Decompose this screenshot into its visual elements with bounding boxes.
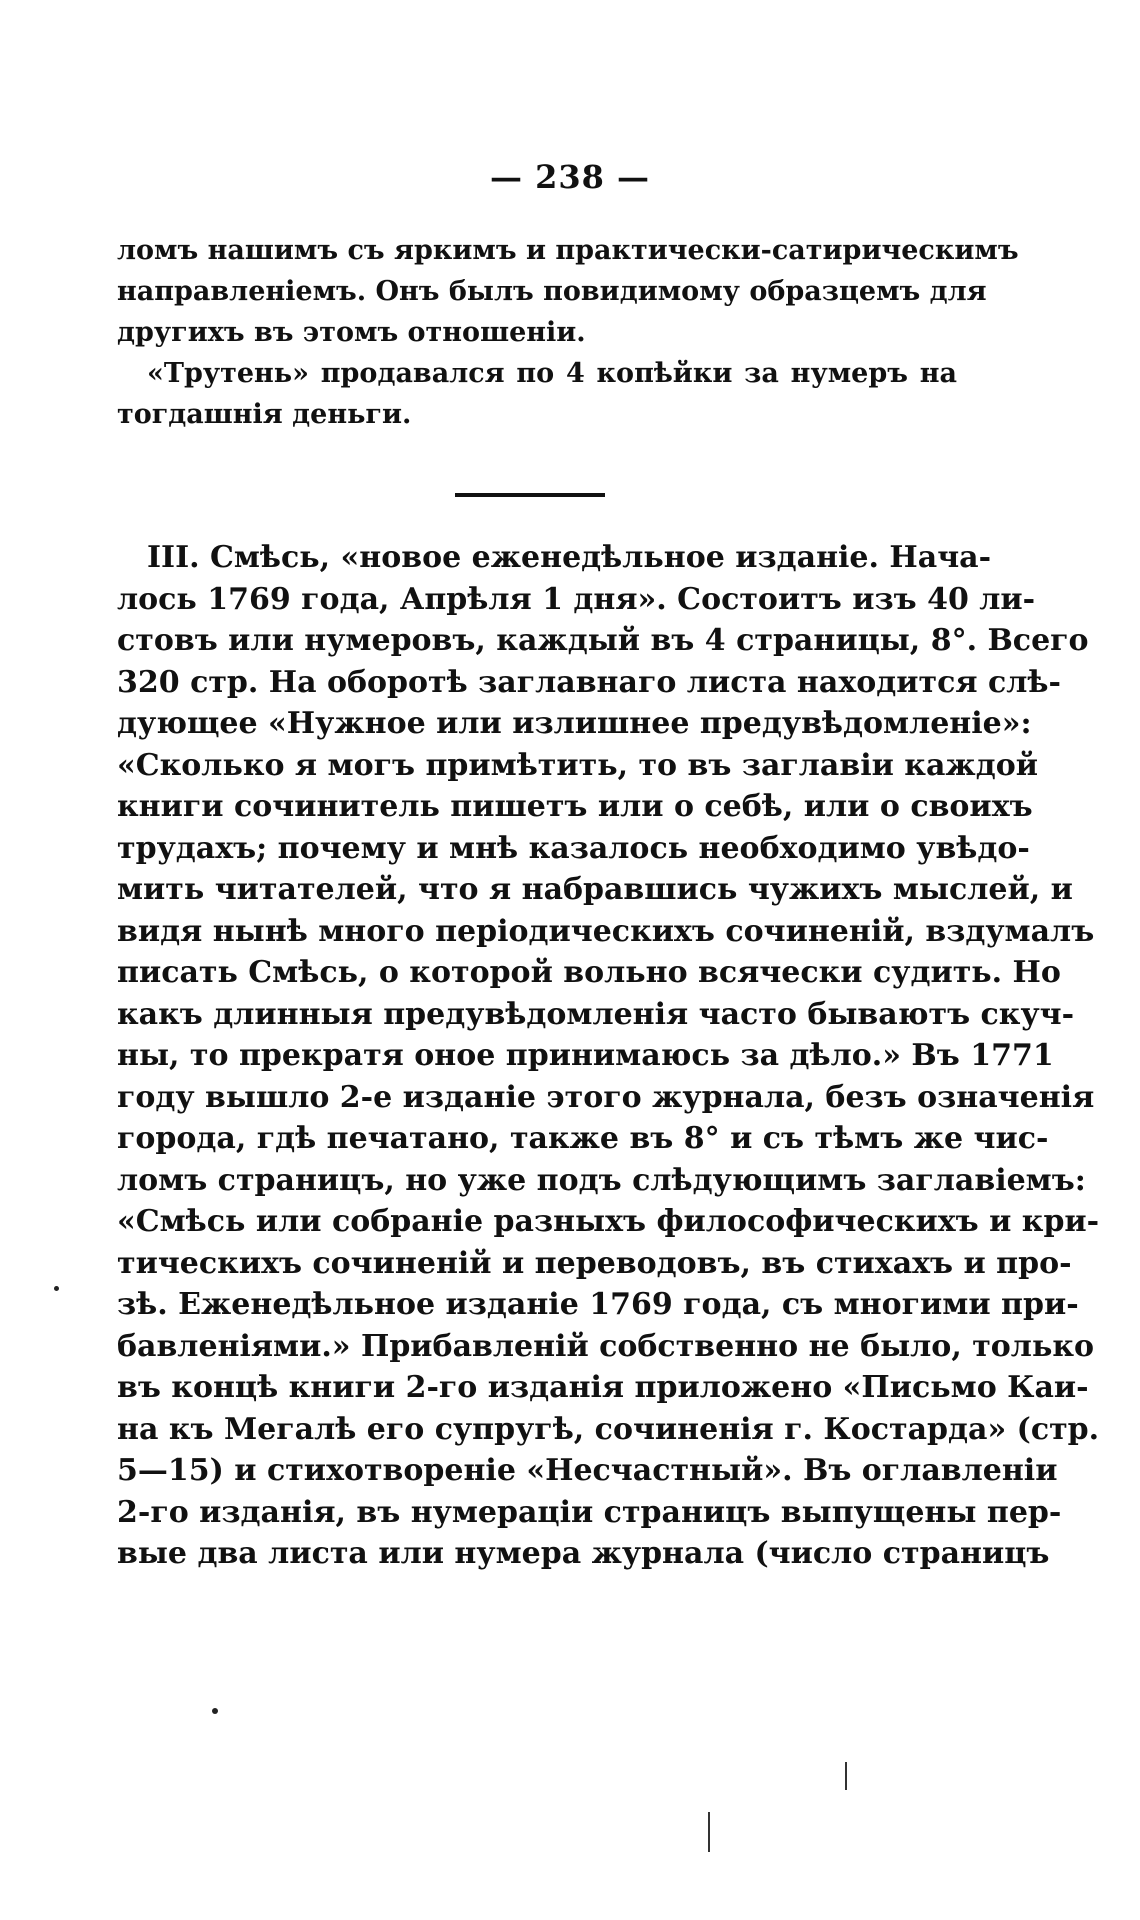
text-line: направленіемъ. Онъ былъ повидимому образцемъ для xyxy=(117,276,987,307)
text-line: книги сочинитель пишетъ или о себѣ, или о своихъ xyxy=(117,789,1033,824)
text-line: тогдашнія деньги. xyxy=(117,399,412,430)
text-line: въ концѣ книги 2-го изданія приложено «Письмо Каи- xyxy=(117,1370,1089,1405)
text-line: «Трутень» продавался по 4 копѣйки за нумеръ на xyxy=(147,358,957,389)
text-line: стовъ или нумеровъ, каждый въ 4 страницы, 8°. Всего xyxy=(117,623,1089,658)
text-line: какъ длинныя предувѣдомленія часто бываютъ скуч- xyxy=(117,996,1075,1032)
section-divider xyxy=(455,493,605,497)
text-line: мить читателей, что я набравшись чужихъ мыслей, и xyxy=(117,872,1073,907)
text-line: «Сколько я могъ примѣтить, то въ заглавіи каждой xyxy=(117,747,1038,783)
scan-speck xyxy=(212,1708,218,1714)
text-line: на къ Мегалѣ его супругѣ, сочиненія г. Костарда» (стр. xyxy=(117,1411,1100,1447)
text-line: города, гдѣ печатано, также въ 8° и съ тѣмъ же чис- xyxy=(117,1121,1049,1156)
text-line: видя нынѣ много періодическихъ сочиненій, вздумалъ xyxy=(117,913,1095,949)
text-line: году вышло 2-е изданіе этого журнала, безъ означенія xyxy=(117,1079,1095,1115)
text-line: трудахъ; почему и мнѣ казалось необходимо увѣдо- xyxy=(117,830,1030,866)
text-line: вые два листа или нумера журнала (число страницъ xyxy=(117,1536,1050,1571)
scan-mark xyxy=(708,1812,710,1852)
text-line: 2-го изданія, въ нумераціи страницъ выпущены пер- xyxy=(117,1494,1062,1530)
section-three-paragraph xyxy=(117,537,1100,1575)
scan-mark xyxy=(845,1762,847,1790)
text-line: другихъ въ этомъ отношеніи. xyxy=(117,317,586,348)
page-number: — 238 — xyxy=(489,158,651,196)
text-line: бавленіями.» Прибавленій собственно не было, только xyxy=(117,1328,1094,1364)
text-line: ны, то прекратя оное принимаюсь за дѣло.» Въ 1771 xyxy=(117,1038,1054,1073)
text-line: зѣ. Еженедѣльное изданіе 1769 года, съ многими при- xyxy=(117,1287,1079,1322)
top-paragraphs xyxy=(117,230,1019,435)
scan-speck xyxy=(54,1286,59,1291)
text-line: «Смѣсь или собраніе разныхъ философическихъ и кри- xyxy=(117,1204,1100,1239)
text-line: тическихъ сочиненій и переводовъ, въ стихахъ и про- xyxy=(117,1245,1072,1281)
text-line: ломъ страницъ, но уже подъ слѣдующимъ заглавіемъ: xyxy=(117,1162,1086,1198)
text-line: лось 1769 года, Апрѣля 1 дня». Состоитъ изъ 40 ли- xyxy=(117,581,1036,617)
text-line: 5—15) и стихотвореніе «Несчастный». Въ оглавленіи xyxy=(117,1453,1058,1488)
text-line: писать Смѣсь, о которой вольно всячески судить. Но xyxy=(117,955,1061,990)
text-line: ломъ нашимъ съ яркимъ и практически-сатирическимъ xyxy=(117,235,1019,266)
text-line: III. Смѣсь, «новое еженедѣльное изданіе. Нача- xyxy=(147,540,992,575)
text-line: 320 стр. На оборотѣ заглавнаго листа находится слѣ- xyxy=(117,664,1061,700)
text-line: дующее «Нужное или излишнее предувѣдомленіе»: xyxy=(117,706,1032,741)
